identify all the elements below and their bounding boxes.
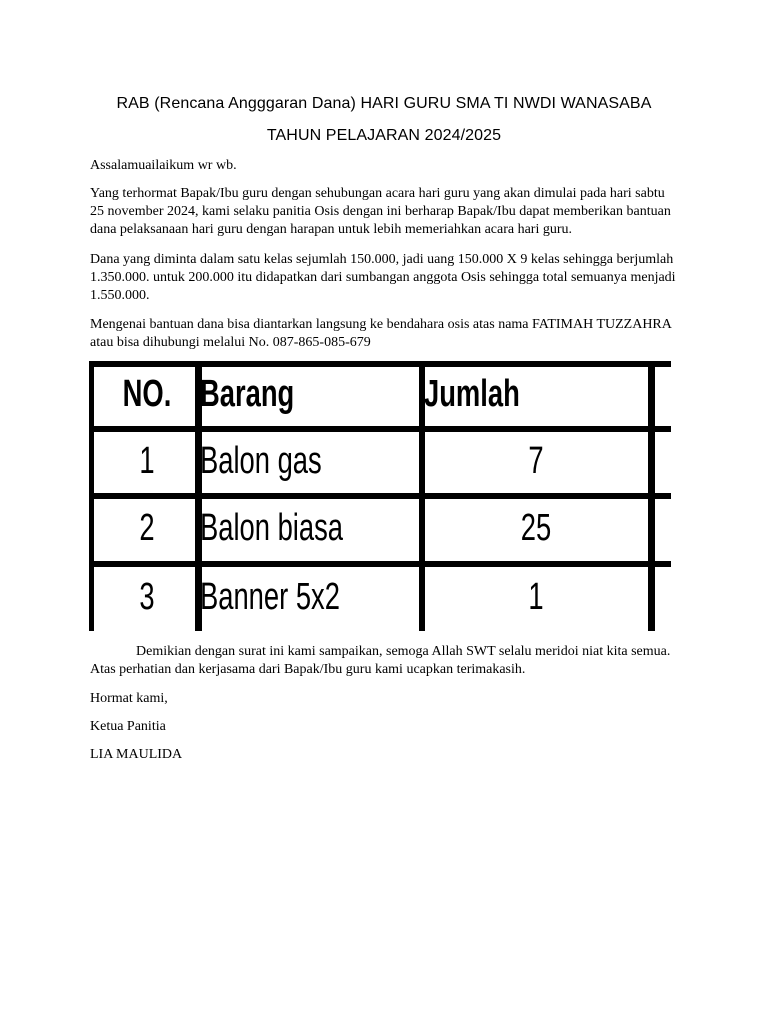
paragraph-intro: Yang terhormat Bapak/Ibu guru dengan sehubungan acara hari guru yang akan dimulai pada hari sabtu 25 november 2024, kami selaku panitia Osis dengan ini berharap Bapak/Ibu dapat memberikan bantuan dana pelaksanaan hari guru dengan harapan untuk lebih memeriahkan acara hari guru. <box>90 186 671 237</box>
row2-no: 2 <box>139 506 155 549</box>
row1-item: Balon gas <box>200 439 322 482</box>
budget-table <box>89 361 671 631</box>
row2-item: Balon biasa <box>200 506 343 549</box>
paragraph-contact: Mengenai bantuan dana bisa diantarkan langsung ke bendahara osis atas nama FATIMAH TUZZAHRA atau bisa dihubungi melalui No. 087-865-085-679 <box>90 317 672 350</box>
row3-item: Banner 5x2 <box>200 575 340 618</box>
table-border-left <box>89 361 94 631</box>
row3-qty: 1 <box>528 575 544 618</box>
header-no: NO. <box>122 372 172 415</box>
header-jumlah: Jumlah <box>424 372 520 415</box>
greeting-text: Assalamuailaikum wr wb. <box>90 158 237 173</box>
document-subtitle: TAHUN PELAJARAN 2024/2025 <box>266 127 502 144</box>
paragraph-closing: Demikian dengan surat ini kami sampaikan, semoga Allah SWT selalu meridoi niat kita semua. Atas perhatian dan kerjasama dari Bapak/Ibu guru kami ucapkan terimakasih. <box>90 644 671 677</box>
signer-name: LIA MAULIDA <box>90 747 183 762</box>
regards-text: Hormat kami, <box>90 691 168 706</box>
table-col-divider <box>648 361 655 631</box>
row3-no: 3 <box>139 575 155 618</box>
row2-qty: 25 <box>520 506 552 549</box>
signer-position: Ketua Panitia <box>90 719 166 734</box>
header-barang: Barang <box>200 372 295 415</box>
paragraph-funds: Dana yang diminta dalam satu kelas sejumlah 150.000, jadi uang 150.000 X 9 kelas sehingga berjumlah 1.350.000. untuk 200.000 itu didapatkan dari sumbangan anggota Osis sehingga total semuanya menjadi 1.550.000. <box>90 252 676 303</box>
row1-qty: 7 <box>528 439 544 482</box>
document-title: RAB (Rencana Angggaran Dana) HARI GURU SMA TI NWDI WANASABA <box>116 95 652 112</box>
row1-no: 1 <box>139 439 155 482</box>
